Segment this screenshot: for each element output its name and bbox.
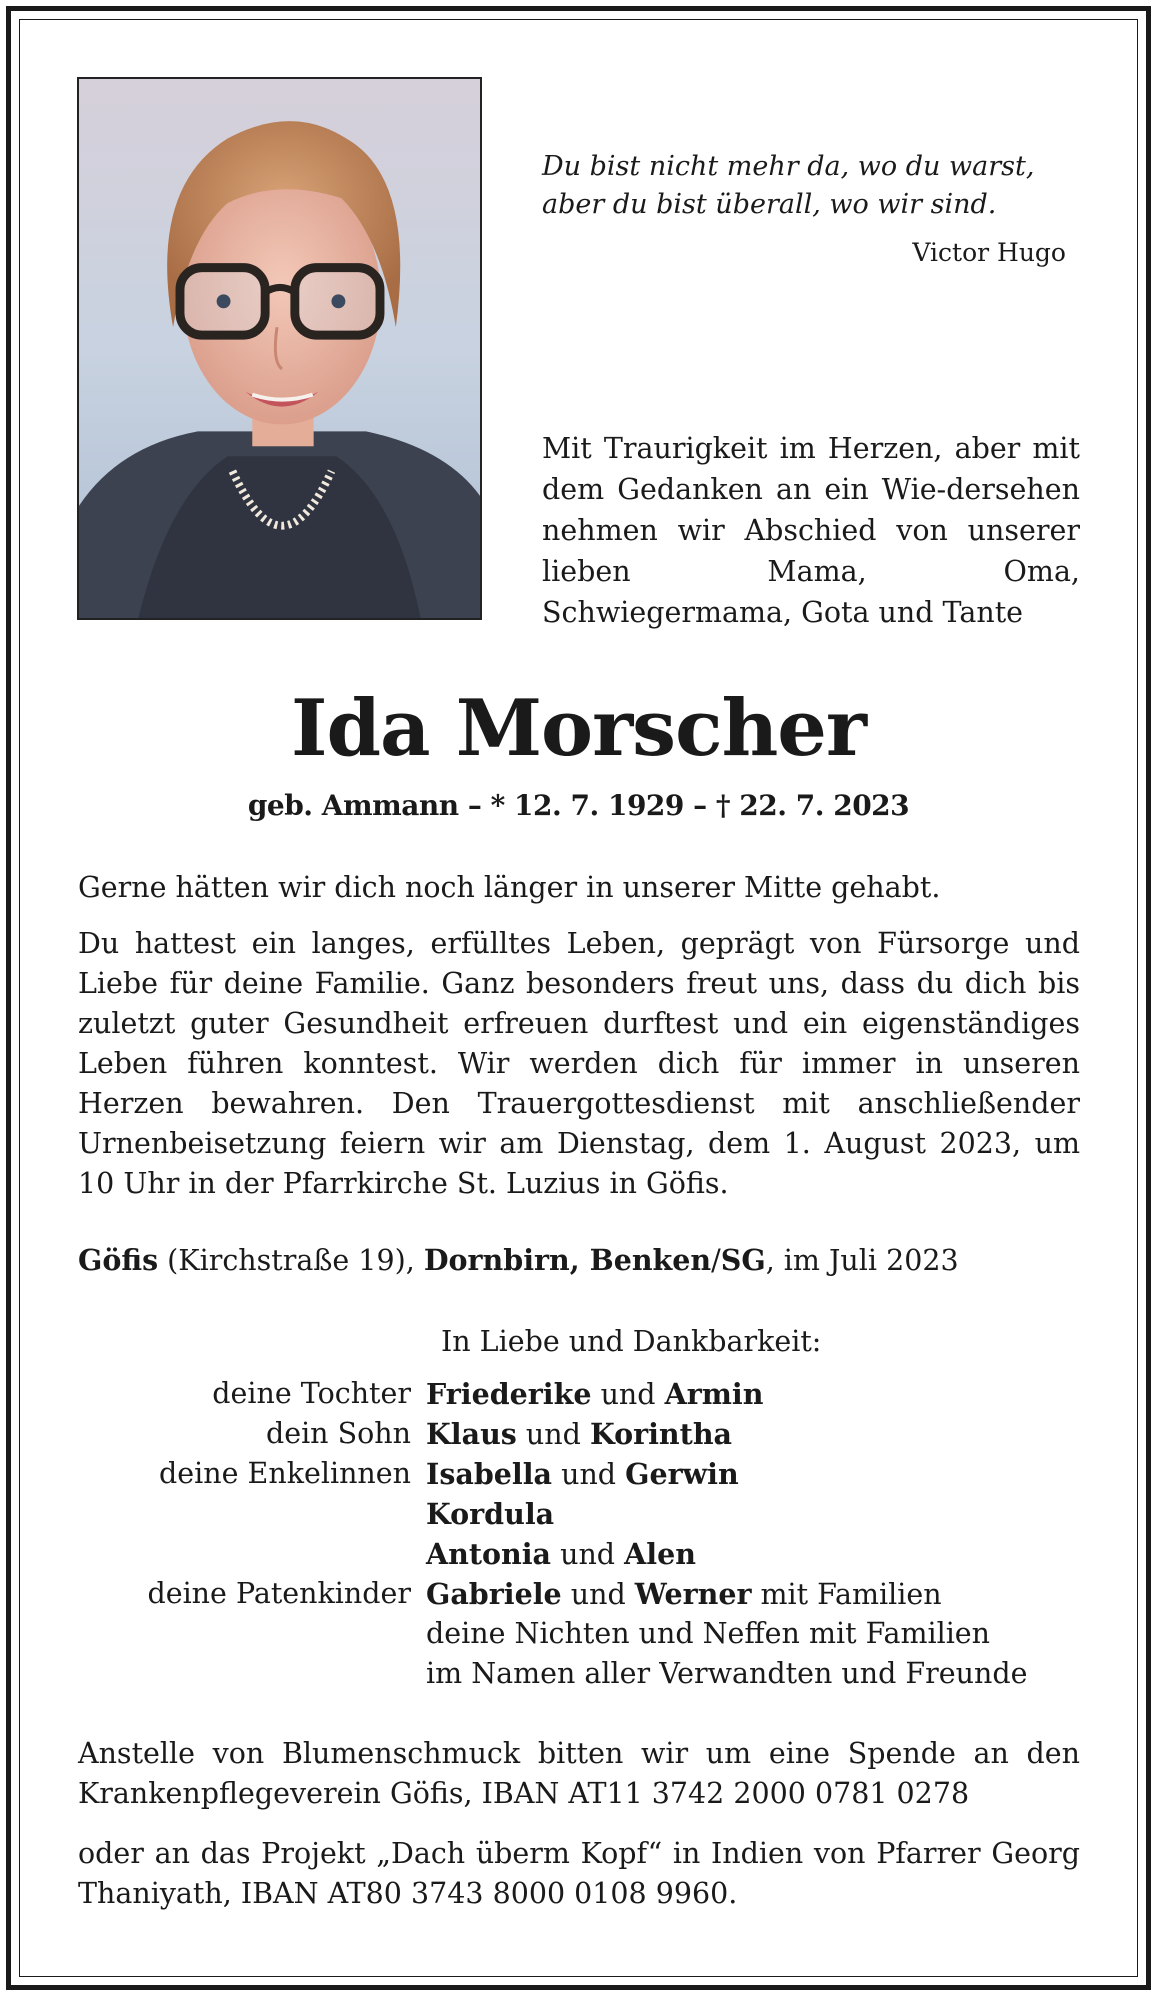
family-name: Antonia <box>426 1537 552 1571</box>
family-suffix: mit Familien <box>760 1578 942 1611</box>
family-row-godchildren <box>78 1574 1080 1614</box>
portrait-photo <box>77 77 482 620</box>
relation-label: dein Sohn <box>265 1417 411 1450</box>
quote-line-1: Du bist nicht mehr da, wo du warst, <box>542 151 1035 182</box>
birth-death-dates: geb. Ammann – * 12. 7. 1929 – † 22. 7. 2023 <box>247 789 910 822</box>
family-list <box>78 1374 1080 1694</box>
and-word: und <box>600 1378 656 1411</box>
relation-label-empty <box>78 1614 426 1654</box>
family-name: Friederike <box>426 1377 592 1411</box>
donation-paragraph-1: Anstelle von Blumenschmuck bitten wir um eine Spende an den Krankenpflegeverein Göfis, IBAN AT11 3742 2000 0781 0278 <box>78 1737 1080 1810</box>
family-name: Korintha <box>589 1417 733 1451</box>
relation-label: deine Enkelinnen <box>159 1457 411 1490</box>
quote <box>542 148 1062 224</box>
intro-text: Mit Traurigkeit im Herzen, aber mit dem Gedanken an ein Wie-dersehen nehmen wir Abschied von unserer lieben Mama, Oma, Schwiegermama, Gota und Tante <box>542 432 1080 629</box>
body-paragraph-2: Du hattest ein langes, erfülltes Leben, geprägt von Fürsorge und Liebe für deine Familie. Ganz besonders freut uns, dass du dich bis zuletzt guter Gesundheit erfreuen durftest und ein eigenständiges Leben führen konntest. Wir werden dich für immer in unseren Herzen bewahren. Den Trauergottesdienst mit anschließender Urnenbeisetzung feiern wir am Dienstag, dem 1. August 2023, um 10 Uhr in der Pfarrkirche St. Luzius in Göfis. <box>78 927 1080 1200</box>
place-slash: / <box>711 1244 721 1277</box>
and-word: und <box>570 1578 626 1611</box>
relation-label: deine Tochter <box>212 1377 411 1410</box>
quote-line-2: aber du bist überall, wo wir sind. <box>542 189 997 220</box>
and-word: und <box>560 1538 616 1571</box>
family-name: Gerwin <box>625 1457 739 1491</box>
deceased-name: Ida Morscher <box>290 683 867 774</box>
place-date: , im Juli 2023 <box>765 1244 959 1277</box>
place-and-date <box>78 1240 1080 1281</box>
quote-author: Victor Hugo <box>912 238 1066 267</box>
place-town-2: Dornbirn, Benken <box>423 1243 712 1277</box>
family-heading: In Liebe und Dankbarkeit: <box>441 1325 822 1358</box>
place-address: (Kirchstraße 19), <box>158 1244 424 1277</box>
and-word: und <box>561 1458 617 1491</box>
family-name: Kordula <box>426 1497 555 1531</box>
family-name: Isabella <box>426 1457 553 1491</box>
place-town-1: Göfis <box>78 1243 159 1277</box>
family-row-daughter <box>78 1374 1080 1414</box>
relation-label-empty <box>78 1654 426 1694</box>
relation-label-empty <box>78 1534 426 1574</box>
family-name: Werner <box>634 1577 752 1611</box>
family-row-grandchildren <box>78 1454 1080 1494</box>
family-row-son <box>78 1414 1080 1454</box>
family-row-all <box>78 1654 1080 1694</box>
and-word: und <box>525 1418 581 1451</box>
family-name: Gabriele <box>426 1577 562 1611</box>
family-row-nieces <box>78 1614 1080 1654</box>
relation-label: deine Patenkinder <box>147 1577 411 1610</box>
family-name: Klaus <box>426 1417 517 1451</box>
place-town-3: SG <box>720 1243 766 1277</box>
body-paragraph-1: Gerne hätten wir dich noch länger in unserer Mitte gehabt. <box>78 871 941 904</box>
family-row-grandchild-3 <box>78 1534 1080 1574</box>
relation-label-empty <box>78 1494 426 1534</box>
family-line: im Namen aller Verwandten und Freunde <box>426 1657 1028 1690</box>
family-line: deine Nichten und Neffen mit Familien <box>426 1617 991 1650</box>
family-name: Armin <box>664 1377 764 1411</box>
family-row-grandchild-2 <box>78 1494 1080 1534</box>
family-name: Alen <box>624 1537 696 1571</box>
donation-paragraph-2: oder an das Projekt „Dach überm Kopf“ in Indien von Pfarrer Georg Thaniyath, IBAN AT80 3743 8000 0108 9960. <box>78 1837 1080 1910</box>
